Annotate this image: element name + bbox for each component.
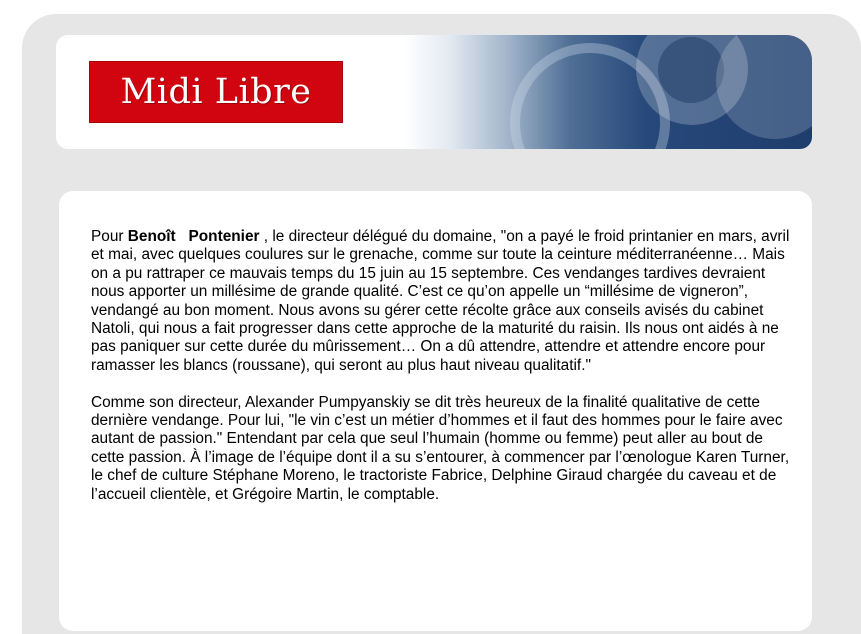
person-name: Pontenier [188, 228, 260, 245]
article-text: Pour [91, 228, 128, 245]
banner-decoration [658, 37, 724, 103]
person-name: Benoît [127, 228, 176, 245]
article-body [91, 228, 791, 522]
article-paragraph [91, 228, 791, 375]
banner-decoration [716, 35, 812, 139]
article-paragraph: Comme son directeur, Alexander Pumpyanskiy se dit très heureux de la finalité qualitative de cette dernière vendange. Pour lui, "le vin c’est un métier d’hommes et il faut des hommes pour le faire avec autant de passion." Entendant par cela que seul l’humain (homme ou femme) peut aller au bout de cette passion. À l’image de l’équipe dont il a su s’entourer, à commencer par l’œnologue Karen Turner, le chef de culture Stéphane Moreno, le tractoriste Fabrice, Delphine Giraud chargée du caveau et de l’accueil clientèle, et Grégoire Martin, le comptable. [91, 393, 790, 503]
logo-text: Midi Libre [120, 72, 312, 112]
article-text: , le directeur délégué du domaine, "on a payé le froid printanier en mars, avril et mai, avec quelques coulures sur le grenache, comme sur toute la ceinture méditerranéenne… Mais on a pu rattraper ce mauvais temps du 15 juin au 15 septembre. Ces vendanges tardives devraient nous apporter un millésime de grande qualité. C’est ce qu’on appelle un “millésime de vigneron”, vendangé au bon moment. Nous avons su gérer cette récolte grâce aux conseils avisés du cabinet Natoli, qui nous a fait progresser dans cette approche de la maturité du raisin. Ils nous ont aidés à ne pas paniquer sur cette durée du mûrissement… On a dû attendre, attendre et attendre encore pour ramasser les blancs (roussane), qui seront au plus haut niveau qualitatif." [91, 228, 790, 374]
midi-libre-logo[interactable] [89, 61, 343, 123]
